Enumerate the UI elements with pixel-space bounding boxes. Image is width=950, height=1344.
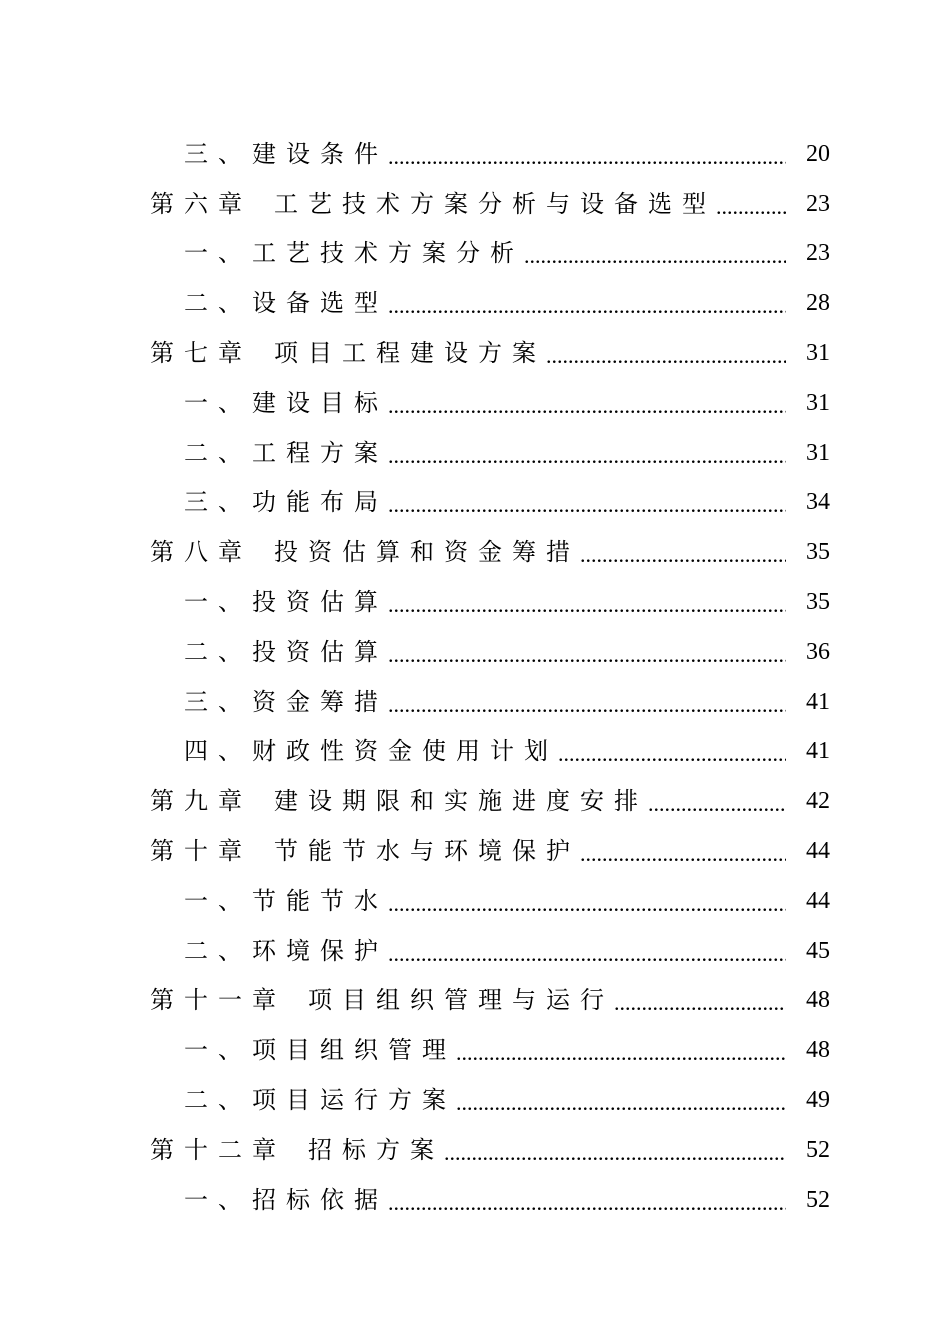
toc-chapter-entry[interactable] [150, 1120, 830, 1170]
toc-entry-title: 二、设备选型 [184, 289, 388, 318]
toc-page-number: 52 [806, 1136, 830, 1163]
toc-entry-label [184, 584, 388, 622]
toc-entry-title: 节能节水与环境保护 [274, 836, 580, 865]
toc-page-number: 20 [806, 140, 830, 167]
toc-page-number: 44 [806, 887, 830, 914]
toc-entry-title: 三、资金筹措 [184, 687, 388, 716]
toc-entry-label [184, 684, 388, 722]
toc-entry-label [184, 1182, 388, 1220]
toc-section-entry[interactable] [150, 921, 830, 971]
toc-page-number: 41 [806, 738, 830, 765]
toc-entry-title: 招标方案 [308, 1135, 444, 1164]
toc-entry-label [150, 534, 580, 572]
toc-entry-label [184, 385, 388, 423]
table-of-contents [150, 124, 830, 1220]
toc-dot-leader [388, 490, 786, 522]
toc-chapter-number: 第十二章 [150, 1135, 286, 1164]
toc-entry-label [184, 1082, 456, 1120]
toc-page-number: 35 [806, 588, 830, 615]
toc-page-number: 48 [806, 1037, 830, 1064]
toc-page-number: 31 [806, 439, 830, 466]
toc-entry-title: 项目组织管理与运行 [308, 986, 614, 1015]
toc-entry-label [184, 285, 388, 323]
toc-page-number: 48 [806, 987, 830, 1014]
toc-page-number: 23 [806, 240, 830, 267]
toc-page-number: 52 [806, 1186, 830, 1213]
toc-dot-leader [524, 241, 786, 273]
toc-page-number: 28 [806, 290, 830, 317]
toc-section-entry[interactable] [150, 672, 830, 722]
toc-entry-label [184, 1032, 456, 1070]
toc-entry-label [184, 634, 388, 672]
toc-chapter-entry[interactable] [150, 323, 830, 373]
toc-entry-label [184, 484, 388, 522]
toc-entry-title: 二、工程方案 [184, 438, 388, 467]
toc-dot-leader [388, 690, 786, 722]
toc-entry-title: 投资估算和资金筹措 [274, 538, 580, 567]
toc-section-entry[interactable] [150, 572, 830, 622]
toc-section-entry[interactable] [150, 1020, 830, 1070]
toc-dot-leader [388, 590, 786, 622]
toc-entry-title: 工艺技术方案分析与设备选型 [274, 189, 716, 218]
toc-section-entry[interactable] [150, 473, 830, 523]
toc-dot-leader [580, 540, 786, 572]
toc-chapter-number: 第九章 [150, 787, 252, 816]
toc-section-entry[interactable] [150, 224, 830, 274]
toc-entry-label [184, 136, 388, 174]
toc-entry-label [184, 883, 388, 921]
toc-page-number: 41 [806, 688, 830, 715]
toc-entry-title: 三、建设条件 [184, 139, 388, 168]
toc-dot-leader [388, 640, 786, 672]
toc-dot-leader [580, 839, 786, 871]
toc-dot-leader [388, 391, 786, 423]
toc-dot-leader [546, 341, 786, 373]
toc-entry-label [184, 933, 388, 971]
toc-section-entry[interactable] [150, 124, 830, 174]
toc-chapter-number: 第六章 [150, 189, 252, 218]
toc-dot-leader [558, 739, 786, 771]
toc-dot-leader [388, 939, 786, 971]
toc-page-number: 36 [806, 638, 830, 665]
toc-entry-title: 一、项目组织管理 [184, 1036, 456, 1065]
toc-dot-leader [614, 988, 786, 1020]
toc-entry-label [150, 982, 614, 1020]
toc-chapter-number: 第八章 [150, 538, 252, 567]
toc-section-entry[interactable] [150, 373, 830, 423]
toc-section-entry[interactable] [150, 1070, 830, 1120]
toc-section-entry[interactable] [150, 423, 830, 473]
toc-chapter-entry[interactable] [150, 971, 830, 1021]
toc-dot-leader [456, 1038, 786, 1070]
toc-entry-title: 建设期限和实施进度安排 [274, 787, 648, 816]
toc-page-number: 31 [806, 389, 830, 416]
toc-chapter-entry[interactable] [150, 522, 830, 572]
toc-entry-label [150, 1132, 444, 1170]
toc-dot-leader [444, 1138, 786, 1170]
toc-entry-title: 二、项目运行方案 [184, 1085, 456, 1114]
toc-entry-title: 二、环境保护 [184, 936, 388, 965]
toc-entry-title: 四、财政性资金使用计划 [184, 737, 558, 766]
toc-chapter-number: 第十一章 [150, 986, 286, 1015]
toc-entry-title: 一、投资估算 [184, 587, 388, 616]
toc-entry-title: 项目工程建设方案 [274, 338, 546, 367]
toc-section-entry[interactable] [150, 871, 830, 921]
toc-entry-title: 二、投资估算 [184, 637, 388, 666]
toc-dot-leader [388, 441, 786, 473]
toc-chapter-number: 第七章 [150, 338, 252, 367]
toc-dot-leader [388, 1188, 786, 1220]
toc-page-number: 23 [806, 190, 830, 217]
toc-page-number: 42 [806, 788, 830, 815]
toc-entry-label [150, 335, 546, 373]
toc-entry-label [150, 783, 648, 821]
toc-dot-leader [388, 889, 786, 921]
toc-entry-title: 一、建设目标 [184, 388, 388, 417]
toc-entry-title: 一、招标依据 [184, 1185, 388, 1214]
toc-page-number: 44 [806, 837, 830, 864]
toc-entry-label [184, 435, 388, 473]
toc-entry-title: 一、工艺技术方案分析 [184, 239, 524, 268]
toc-section-entry[interactable] [150, 722, 830, 772]
toc-entry-title: 一、节能节水 [184, 886, 388, 915]
toc-dot-leader [388, 291, 786, 323]
toc-chapter-number: 第十章 [150, 836, 252, 865]
toc-chapter-entry[interactable] [150, 174, 830, 224]
toc-entry-label [150, 186, 716, 224]
toc-entry-label [184, 733, 558, 771]
toc-chapter-entry[interactable] [150, 821, 830, 871]
toc-section-entry[interactable] [150, 273, 830, 323]
toc-entry-label [150, 833, 580, 871]
toc-dot-leader [456, 1088, 786, 1120]
toc-dot-leader [388, 142, 786, 174]
toc-dot-leader [716, 192, 786, 224]
toc-section-entry[interactable] [150, 1170, 830, 1220]
toc-dot-leader [648, 789, 786, 821]
toc-page-number: 45 [806, 937, 830, 964]
toc-page-number: 49 [806, 1086, 830, 1113]
toc-chapter-entry[interactable] [150, 771, 830, 821]
toc-page-number: 34 [806, 489, 830, 516]
toc-entry-title: 三、功能布局 [184, 488, 388, 517]
toc-page-number: 35 [806, 539, 830, 566]
toc-entry-label [184, 235, 524, 273]
toc-page-number: 31 [806, 339, 830, 366]
toc-section-entry[interactable] [150, 622, 830, 672]
